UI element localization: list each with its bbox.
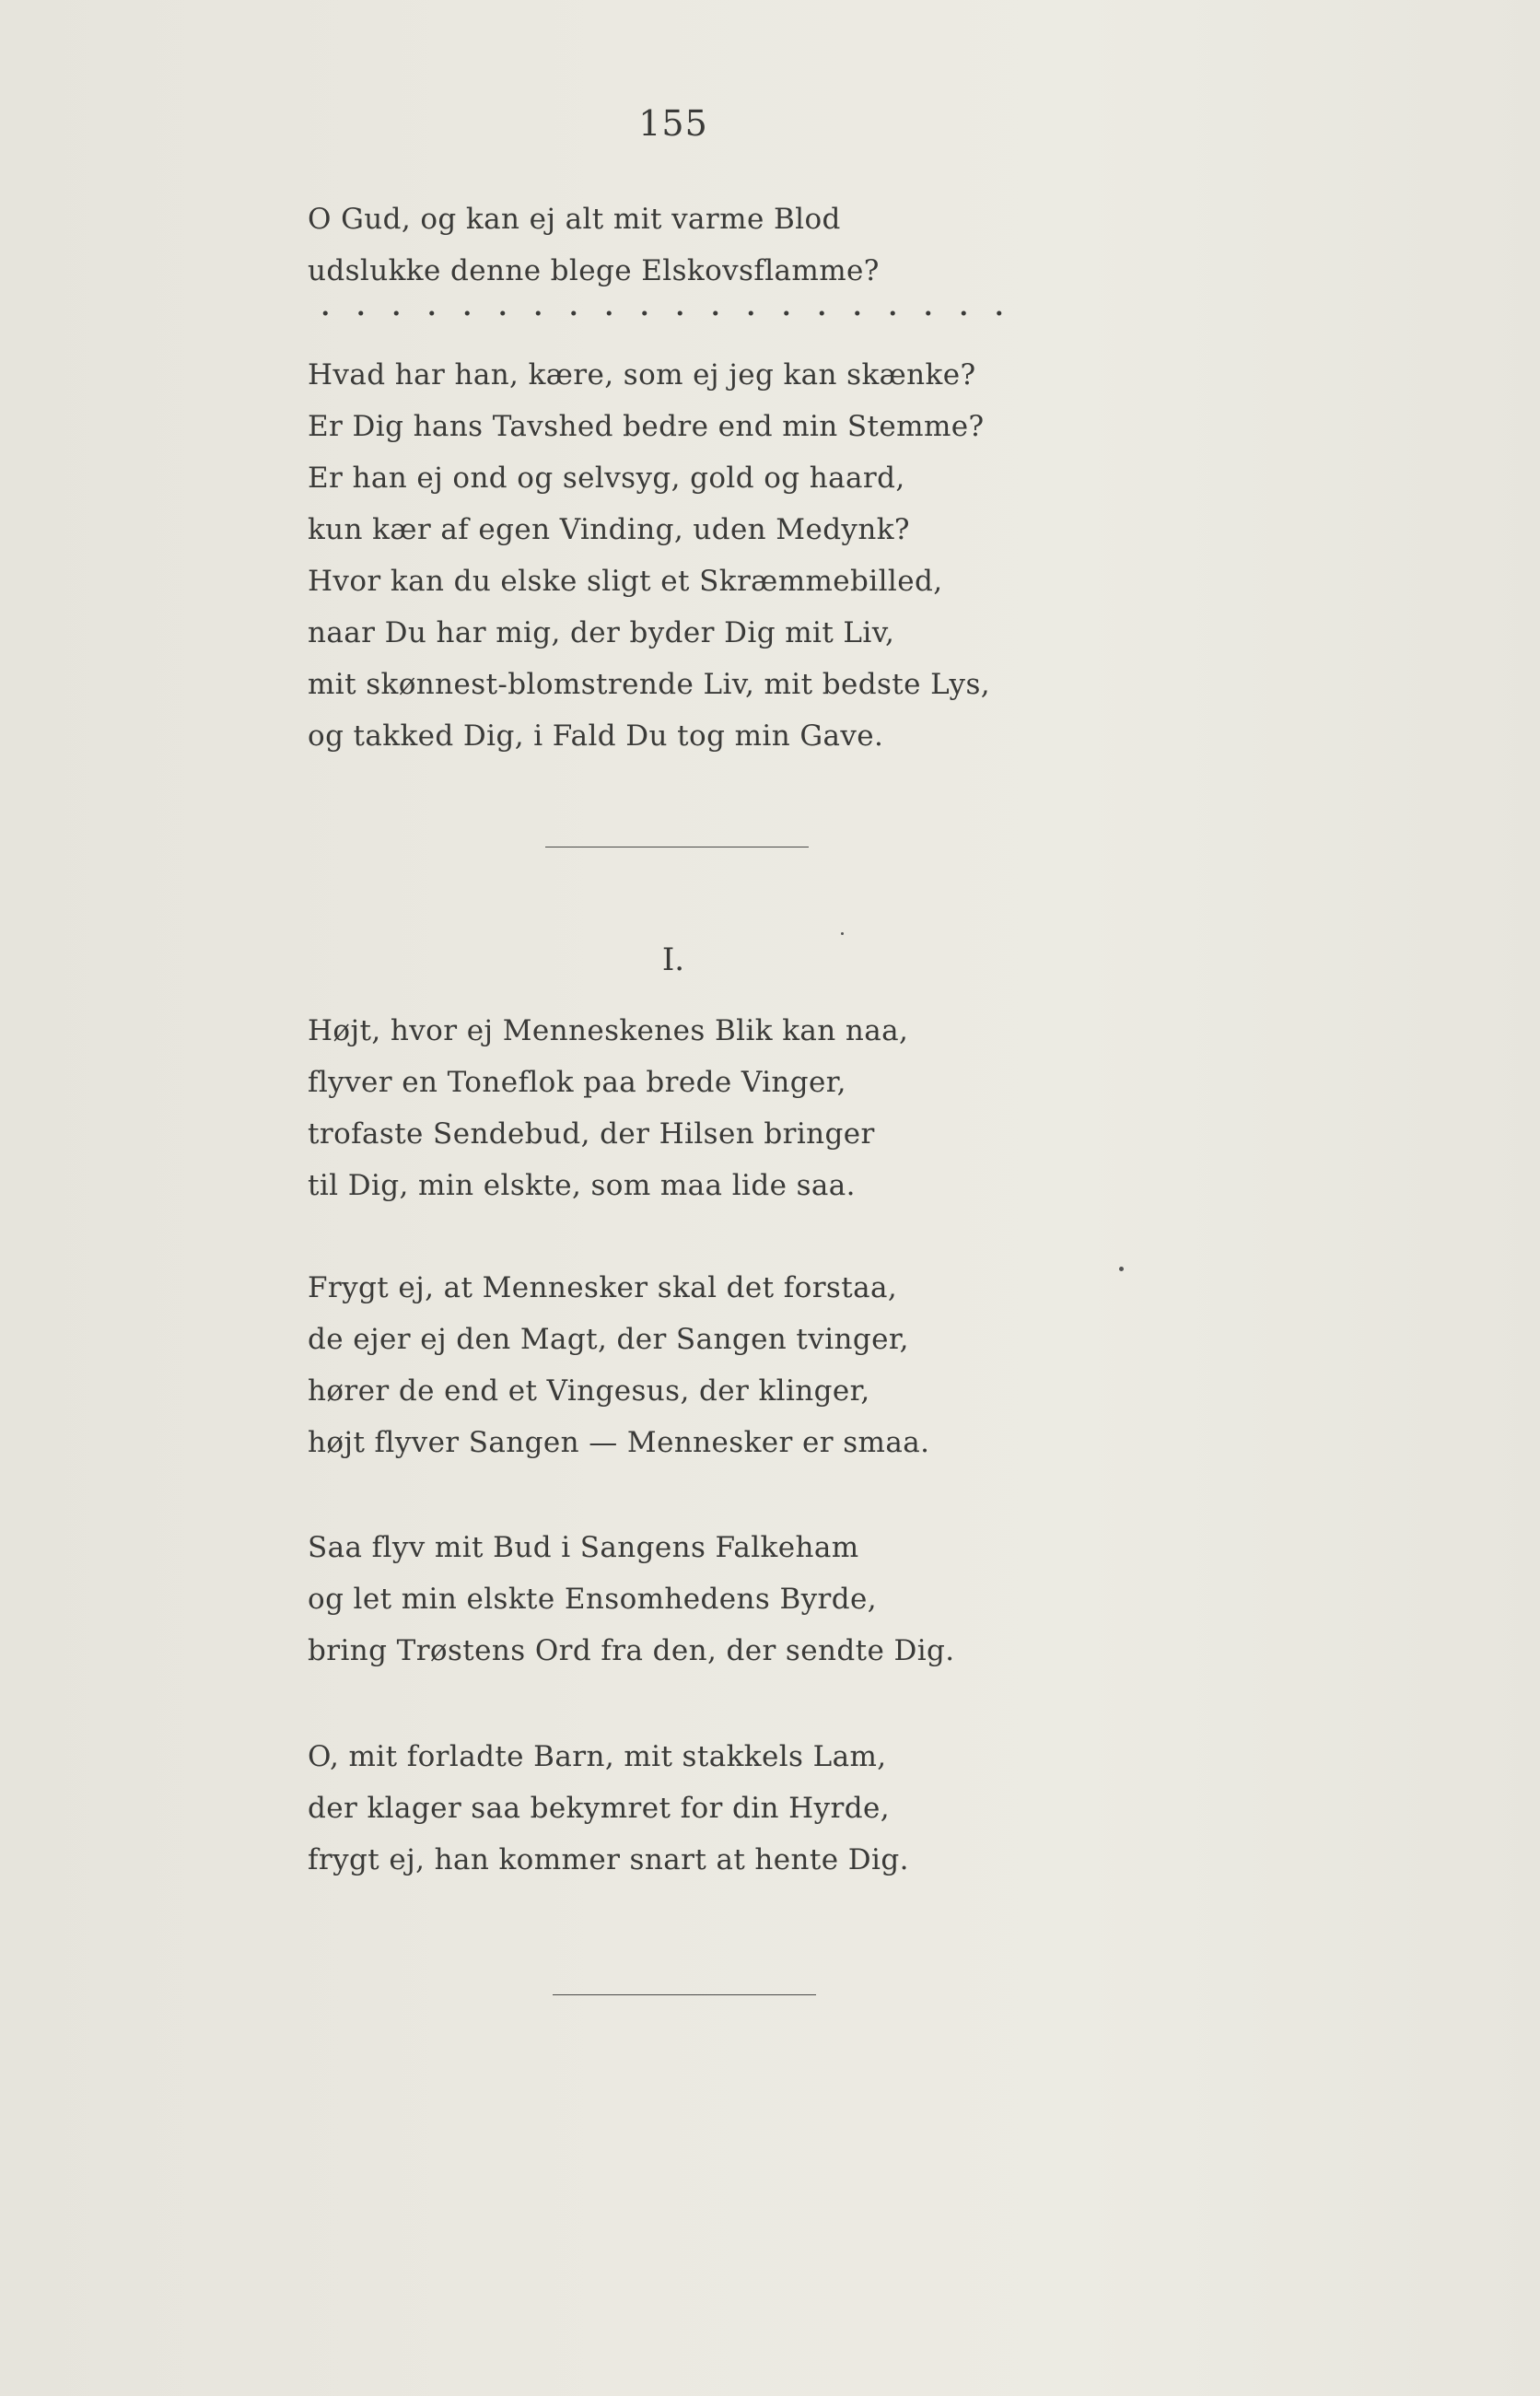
poem-line: kun kær af egen Vinding, uden Medynk? <box>308 513 910 546</box>
ink-speck <box>1119 1267 1124 1271</box>
poem-line: trofaste Sendebud, der Hilsen bringer <box>308 1117 875 1151</box>
end-divider <box>553 1994 816 1995</box>
poem-line: naar Du har mig, der byder Dig mit Liv, <box>308 616 895 649</box>
poem-line: Hvor kan du elske sligt et Skræmmebilled, <box>308 565 943 598</box>
poem-line: Saa flyv mit Bud i Sangens Falkeham <box>308 1531 859 1564</box>
poem-line: O, mit forladte Barn, mit stakkels Lam, <box>308 1740 887 1773</box>
ink-speck <box>841 932 844 935</box>
poem-line: og takked Dig, i Fald Du tog min Gave. <box>308 719 884 753</box>
poem-line: udslukke denne blege Elskovsflamme? <box>308 254 880 287</box>
poem-line: flyver en Toneflok paa brede Vinger, <box>308 1066 846 1099</box>
poem-line: Hvad har han, kære, som ej jeg kan skænke? <box>308 358 976 392</box>
poem-line: højt flyver Sangen — Mennesker er smaa. <box>308 1426 930 1459</box>
ellipsis-dots <box>308 310 1017 317</box>
poem-line: til Dig, min elskte, som maa lide saa. <box>308 1169 856 1202</box>
poem-line: Er Dig hans Tavshed bedre end min Stemme? <box>308 410 985 443</box>
poem-line: frygt ej, han kommer snart at hente Dig. <box>308 1843 909 1876</box>
poem-line: der klager saa bekymret for din Hyrde, <box>308 1792 890 1825</box>
poem-line: mit skønnest-blomstrende Liv, mit bedste Lys, <box>308 668 991 701</box>
section-numeral: I. <box>661 941 685 978</box>
page-number: 155 <box>638 103 708 144</box>
poem-line: Er han ej ond og selvsyg, gold og haard, <box>308 462 905 495</box>
poem-line: O Gud, og kan ej alt mit varme Blod <box>308 203 841 236</box>
poem-line: de ejer ej den Magt, der Sangen tvinger, <box>308 1323 909 1356</box>
poem-line: Frygt ej, at Mennesker skal det forstaa, <box>308 1271 898 1304</box>
poem-line: hører de end et Vingesus, der klinger, <box>308 1374 870 1408</box>
poem-line: Højt, hvor ej Menneskenes Blik kan naa, <box>308 1014 909 1047</box>
poem-line: og let min elskte Ensomhedens Byrde, <box>308 1583 878 1616</box>
poem-line: bring Trøstens Ord fra den, der sendte Dig. <box>308 1634 955 1667</box>
